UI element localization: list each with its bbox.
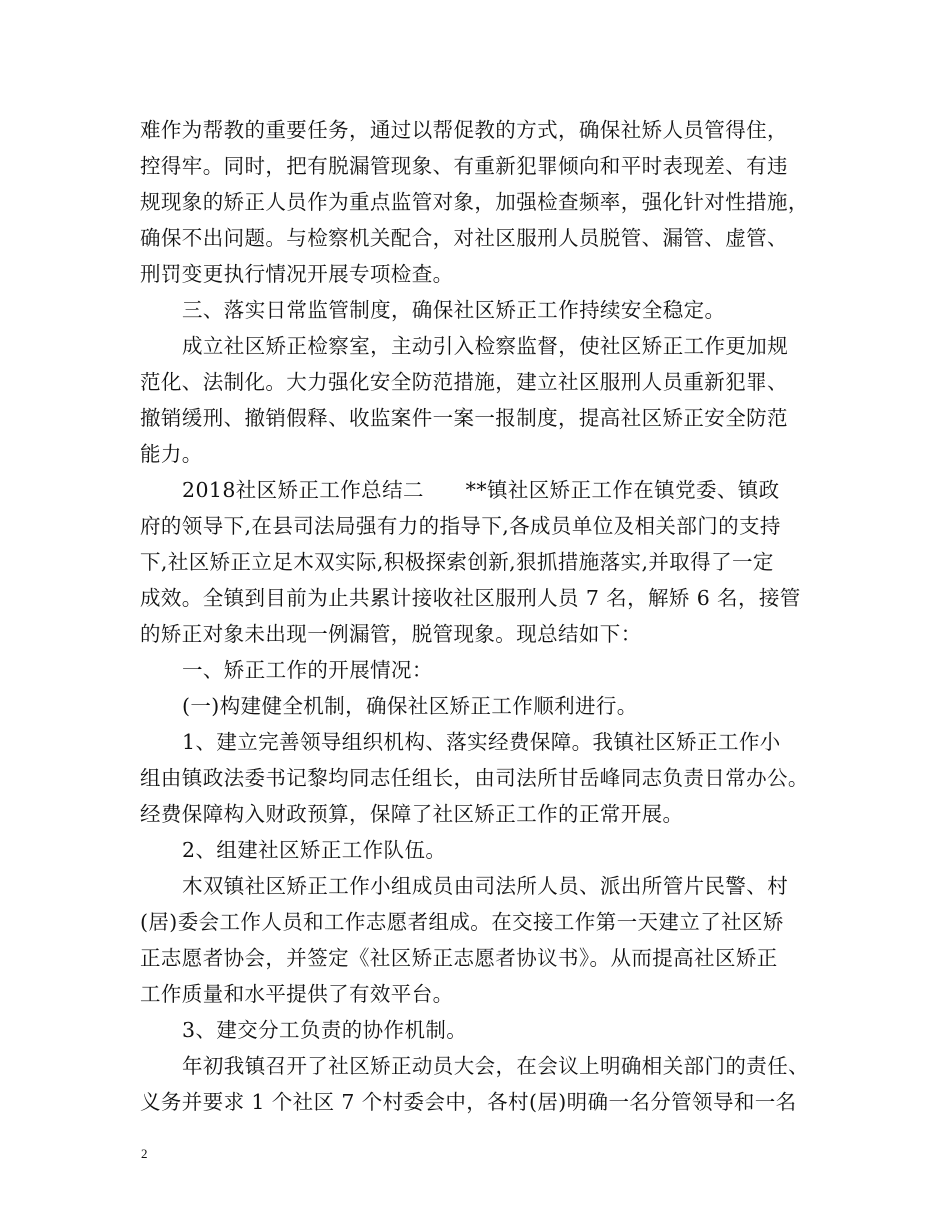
text-line: 控得牢。同时，把有脱漏管现象、有重新犯罪倾向和平时表现差、有违 <box>140 154 788 178</box>
text-line: 成立社区矫正检察室，主动引入检察监督，使社区矫正工作更加规 <box>182 334 789 358</box>
text-line: 木双镇社区矫正工作小组成员由司法所人员、派出所管片民警、村 <box>182 874 789 898</box>
text-line: 难作为帮教的重要任务，通过以帮促教的方式，确保社矫人员管得住， <box>140 118 788 142</box>
section-heading: 三、落实日常监管制度，确保社区矫正工作持续安全稳定。 <box>182 298 726 322</box>
text-line: 撤销缓刑、撤销假释、收监案件一案一报制度，提高社区矫正安全防范 <box>140 406 788 430</box>
text-line: 的矫正对象未出现一例漏管，脱管现象。现总结如下： <box>140 622 642 646</box>
subsection-heading: (一)构建健全机制，确保社区矫正工作顺利进行。 <box>182 694 638 718</box>
text-line: 正志愿者协会，并签定《社区矫正志愿者协议书》。从而提高社区矫正 <box>140 946 778 970</box>
text-line: 组由镇政法委书记黎均同志任组长，由司法所甘岳峰同志负责日常办公。 <box>140 766 809 790</box>
text-line: 2、组建社区矫正工作队伍。 <box>182 838 447 862</box>
text-line: 府的领导下,在县司法局强有力的指导下,各成员单位及相关部门的支持 <box>140 514 781 538</box>
text-line: 范化、法制化。大力强化安全防范措施，建立社区服刑人员重新犯罪、 <box>140 370 788 394</box>
text-line: 能力。 <box>140 442 203 466</box>
section-heading: 一、矫正工作的开展情况： <box>182 658 433 682</box>
text-line: 3、建交分工负责的协作机制。 <box>182 1018 468 1042</box>
text-line: 规现象的矫正人员作为重点监管对象，加强检查频率，强化针对性措施， <box>140 190 809 214</box>
text-line: 1、建立完善领导组织机构、落实经费保障。我镇社区矫正工作小 <box>182 730 781 754</box>
text-line: 经费保障构入财政预算，保障了社区矫正工作的正常开展。 <box>140 802 684 826</box>
text-line: (居)委会工作人员和工作志愿者组成。在交接工作第一天建立了社区矫 <box>140 910 784 934</box>
text-line: 2018社区矫正工作总结二 **镇社区矫正工作在镇党委、镇政 <box>182 478 780 502</box>
text-line: 年初我镇召开了社区矫正动员大会，在会议上明确相关部门的责任、 <box>182 1054 809 1078</box>
page-number: 2 <box>141 1146 148 1161</box>
text-line: 义务并要求 1 个社区 7 个村委会中，各村(居)明确一名分管领导和一名 <box>140 1090 797 1114</box>
text-line: 工作质量和水平提供了有效平台。 <box>140 982 454 1006</box>
text-line: 刑罚变更执行情况开展专项检查。 <box>140 262 454 286</box>
text-line: 成效。全镇到目前为止共累计接收社区服刑人员 7 名，解矫 6 名，接管 <box>140 586 801 610</box>
text-line: 下,社区矫正立足木双实际,积极探索创新,狠抓措施落实,并取得了一定 <box>140 550 774 574</box>
text-line: 确保不出问题。与检察机关配合，对社区服刑人员脱管、漏管、虚管、 <box>140 226 788 250</box>
